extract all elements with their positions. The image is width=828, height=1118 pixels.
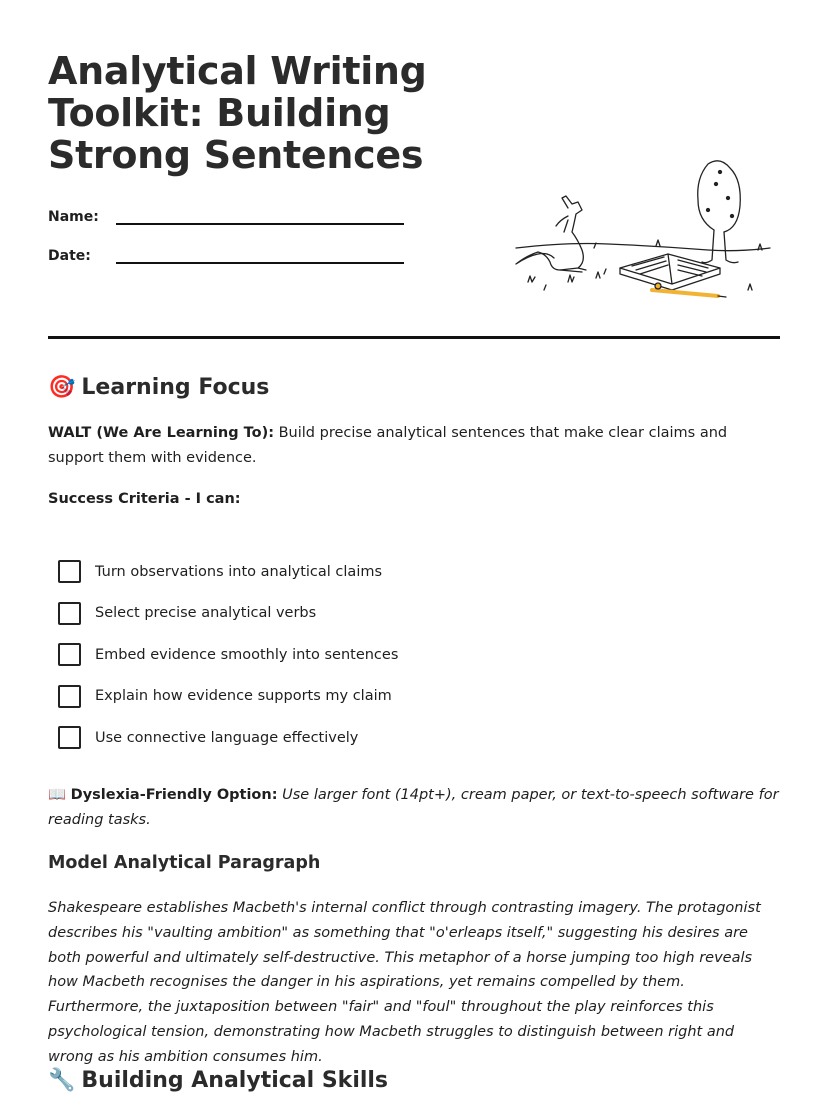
checkbox[interactable] [58, 685, 81, 708]
dyslexia-option-paragraph [48, 783, 783, 833]
checklist-item [58, 676, 658, 718]
model-paragraph-heading: Model Analytical Paragraph [48, 853, 321, 873]
checkbox[interactable] [58, 602, 81, 625]
page-title: Analytical Writing Toolkit: Building Strong Sentences [48, 49, 427, 177]
walt-paragraph [48, 421, 783, 471]
checklist-item-text: Select precise analytical verbs [95, 605, 317, 622]
success-criteria-label: Success Criteria - I can: [48, 491, 241, 507]
name-label: Name: [48, 209, 99, 225]
walt-label: WALT (We Are Learning To): [48, 425, 274, 441]
checklist-item [58, 593, 658, 635]
learning-focus-heading-text: Learning Focus [81, 375, 270, 400]
checklist-item-text: Use connective language effectively [95, 729, 359, 746]
building-skills-heading [48, 1068, 388, 1093]
date-label: Date: [48, 248, 91, 264]
checkbox[interactable] [58, 560, 81, 583]
checklist-item-text: Explain how evidence supports my claim [95, 688, 392, 705]
date-input-line[interactable] [116, 262, 404, 264]
checkbox[interactable] [58, 643, 81, 666]
checklist-item [58, 717, 658, 759]
wrench-icon: 🔧 [48, 1068, 76, 1093]
date-field [48, 248, 404, 264]
name-input-line[interactable] [116, 223, 404, 225]
model-paragraph-text: Shakespeare establishes Macbeth's internal conflict through contrasting imagery. The protagonist describes his "vaulting ambition" as something that "o'erleaps itself," suggesting his desires are both powerful and ultimately self-destructive. This metaphor of a horse jumping too high reveals how Macbeth recognises the danger in his aspirations, yet remains compelled by them. Furthermore, the juxtaposition between "fair" and "foul" throughout the play reinforces this psychological tension, demonstrating how Macbeth struggles to distinguish between right and wrong as his ambition consumes him. [48, 900, 761, 1065]
building-skills-heading-text: Building Analytical Skills [81, 1068, 389, 1093]
checklist-item-text: Turn observations into analytical claims [95, 563, 383, 580]
kangaroo-tree-book-illustration [508, 150, 778, 305]
checklist-item-text: Embed evidence smoothly into sentences [95, 646, 399, 663]
name-field [48, 203, 404, 225]
success-criteria-checklist [58, 551, 658, 759]
dyslexia-option-label: Dyslexia-Friendly Option: [70, 787, 278, 803]
book-icon: 📖 [48, 787, 67, 803]
target-icon: 🎯 [48, 375, 76, 400]
checklist-item [58, 634, 658, 676]
section-divider [48, 336, 780, 339]
checkbox[interactable] [58, 726, 81, 749]
dyslexia-option-text: Use larger font (14pt+), cream paper, or text-to-speech software for reading tasks. [48, 787, 779, 828]
walt-text: Build precise analytical sentences that make clear claims and support them with evidence. [48, 425, 728, 466]
checklist-item [58, 551, 658, 593]
learning-focus-heading [48, 375, 269, 400]
